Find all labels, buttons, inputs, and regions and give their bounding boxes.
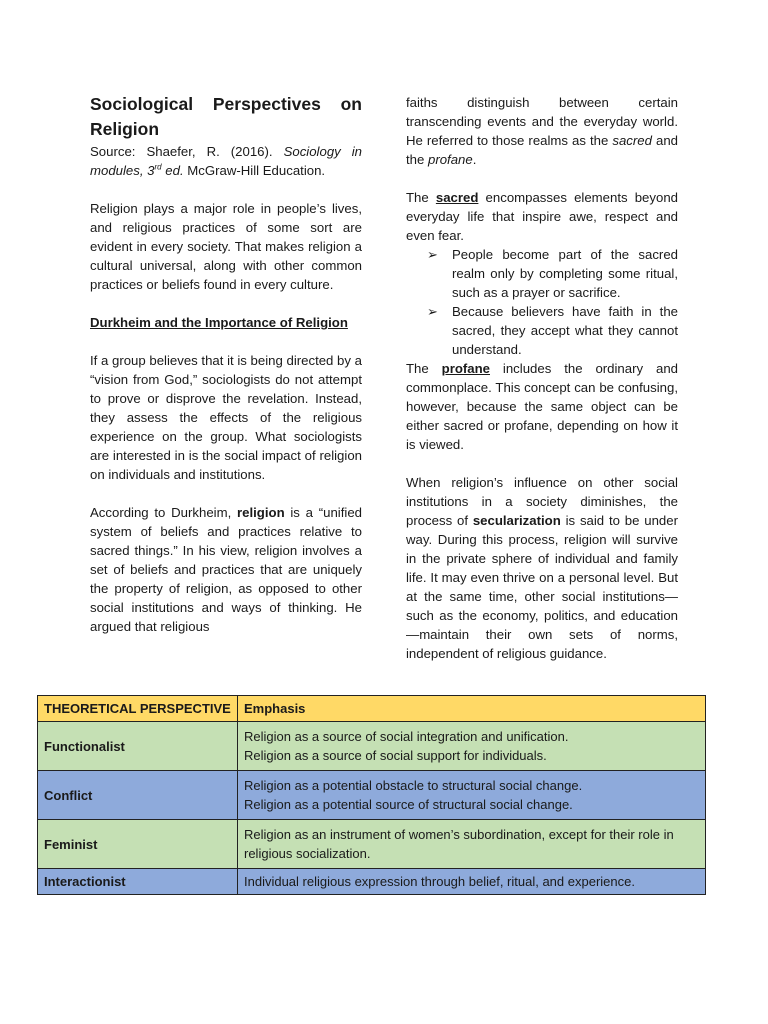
perspectives-table	[37, 695, 706, 895]
header-perspective: THEORETICAL PERSPECTIVE	[38, 696, 238, 722]
right-column	[406, 93, 678, 663]
table-header-row	[38, 696, 706, 722]
list-item: ➢ People become part of the sacred realm only by completing some ritual, such as a prayer or sacrifice.	[427, 247, 678, 300]
header-emphasis: Emphasis	[238, 696, 706, 722]
intro-paragraph: Religion plays a major role in people’s lives, and religious practices of some sort are evident in every society. That makes religion a cultural universal, along with other common practices or beliefs found in every culture.	[90, 201, 362, 292]
section-heading: Durkheim and the Importance of Religion	[90, 315, 348, 330]
paragraph-sacred: The sacred encompasses elements beyond everyday life that inspire awe, respect and even fear.	[406, 190, 678, 243]
source-citation: Source: Shaefer, R. (2016). Sociology in modules, 3rd ed. McGraw-Hill Education.	[90, 144, 363, 178]
sacred-bullet-list	[406, 245, 678, 359]
arrow-bullet-icon: ➢	[427, 304, 439, 319]
table-row: Functionalist Religion as a source of social integration and unification. Religion as a source of social support for individuals.	[38, 722, 706, 771]
paragraph-profane: The profane includes the ordinary and commonplace. This concept can be confusing, however, because the same object can be either sacred or profane, depending on how it is viewed.	[406, 361, 678, 452]
paragraph-durkheim: According to Durkheim, religion is a “unified system of beliefs and practices relative to sacred things.” In his view, religion involves a set of beliefs and practices that are uniquely the property of religion, as opposed to other social institutions and ways of thinking. He argued that religious	[90, 505, 362, 634]
arrow-bullet-icon: ➢	[427, 247, 439, 262]
table-row: Interactionist Individual religious expression through belief, ritual, and experience.	[38, 869, 706, 895]
paragraph-vision: If a group believes that it is being directed by a “vision from God,” sociologists do not attempt to prove or disprove the revelation. Instead, they assess the effects of the religious experience on the group. What sociologists are interested in is the social impact of religion on individuals and institutions.	[90, 353, 362, 482]
page-title: Sociological Perspectives on Religion	[90, 94, 362, 139]
left-column	[90, 92, 362, 636]
list-item: ➢ Because believers have faith in the sacred, they accept what they cannot understand.	[427, 304, 678, 357]
paragraph-secularization: When religion’s influence on other social institutions in a society diminishes, the process of secularization is said to be under way. During this process, religion will survive in the private sphere of individual and family life. It may even thrive on a personal level. But at the same time, other social institutions—such as the economy, politics, and education—maintain their own sets of norms, independent of religious guidance.	[406, 475, 678, 661]
table-row: Conflict Religion as a potential obstacle to structural social change. Religion as a potential source of structural social change.	[38, 771, 706, 820]
paragraph-realms: faiths distinguish between certain transcending events and the everyday world. He referred to those realms as the sacred and the profane.	[406, 95, 678, 167]
table-row: Feminist Religion as an instrument of women’s subordination, except for their role in religious socialization.	[38, 820, 706, 869]
